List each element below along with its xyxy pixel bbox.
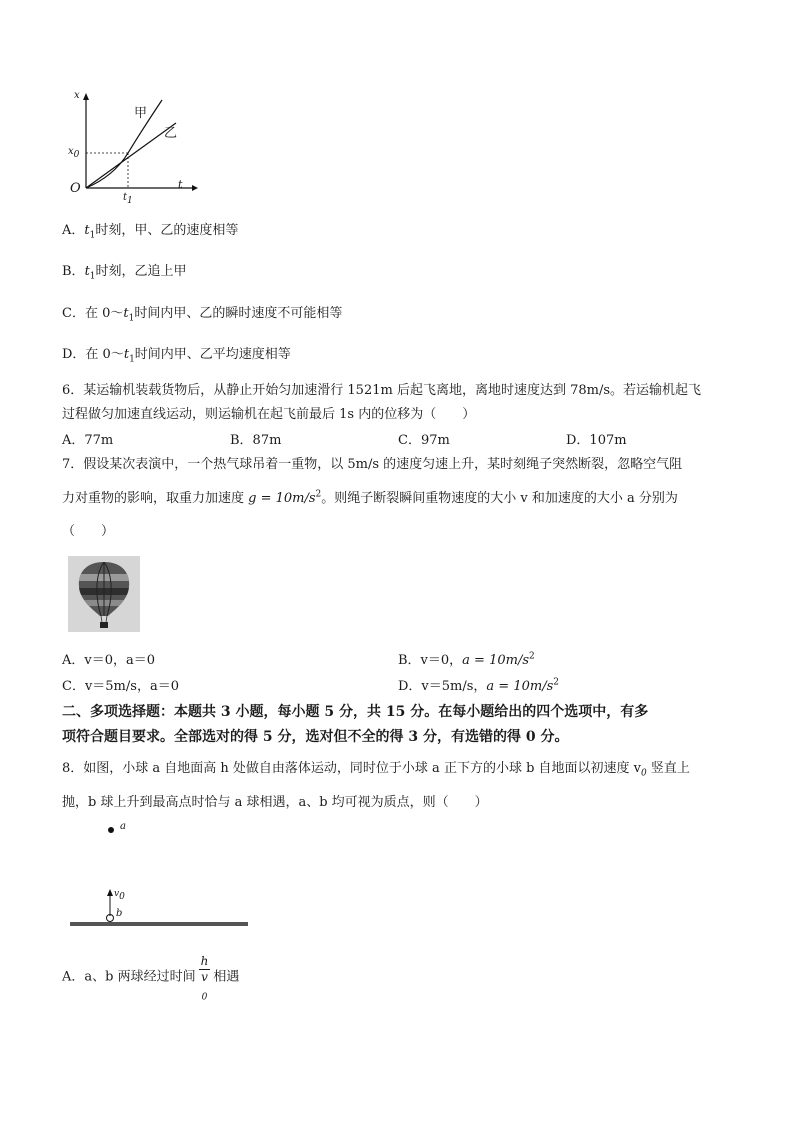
q5-option-c: C．在 $0\sim t_1$时间内甲、乙的瞬时速度不可能相等 bbox=[62, 306, 343, 324]
ground bbox=[70, 922, 248, 926]
q7-option-b: B．v＝0，$a = 10m/s^2$ bbox=[398, 651, 535, 668]
q7-option-d: D．v＝5m/s，$a = 10m/s^2$ bbox=[398, 677, 559, 694]
q7-option-a: A．v＝0，a＝0 bbox=[62, 653, 156, 668]
q7-stem-line1: 7．假设某次表演中，一个热气球吊着一重物，以 5m/s 的速度匀速上升，某时刻绳子突然断裂，忽略空气阻 bbox=[62, 457, 683, 472]
q6-stem-line1: 6．某运输机装载货物后，从静止开始匀加速滑行 1521m 后起飞离地，离地时速度达到 78m/s。若运输机起飞 bbox=[62, 383, 702, 398]
t1-label: $t_1$ bbox=[123, 192, 133, 206]
q6-option-a: A．77m bbox=[62, 433, 114, 448]
q8-stem-line1: 8．如图，小球 a 自地面高 h 处做自由落体运动，同时位于小球 a 正下方的小球 b 自地面以初速度 $v_0$ 竖直上 bbox=[62, 761, 690, 779]
q5-option-d: D．在 $0\sim t_1$时间内甲、乙平均速度相等 bbox=[62, 347, 291, 365]
q6-stem-line2: 过程做匀加速直线运动，则运输机在起飞前最后 1s 内的位移为（ ） bbox=[62, 407, 476, 422]
q6-option-b: B．87m bbox=[230, 433, 282, 448]
ball-a bbox=[108, 827, 114, 833]
q8-figure-svg bbox=[70, 822, 250, 930]
curve-yi bbox=[86, 123, 176, 188]
hot-air-balloon-svg bbox=[68, 556, 140, 632]
section2-heading-line2: 项符合题目要求。全部选对的得 5 分，选对但不全的得 3 分，有选错的得 0 分。 bbox=[62, 729, 569, 745]
hot-air-balloon-image bbox=[68, 556, 140, 632]
q8-figure bbox=[70, 822, 250, 930]
q6-option-d: D．107m bbox=[566, 433, 627, 448]
q7-stem-line2: 力对重物的影响，取重力加速度 $g = 10m/s^2$。则绳子断裂瞬间重物速度的大小 v 和加速度的大小 a 分别为 bbox=[62, 489, 678, 506]
curve-jia bbox=[86, 100, 162, 188]
q7-option-c: C．v＝5m/s，a＝0 bbox=[62, 679, 179, 694]
ball-b-label: b bbox=[116, 908, 123, 919]
xt-graph bbox=[62, 88, 202, 208]
q8-stem-line2: 抛，b 球上升到最高点时恰与 a 球相遇，a、b 均可视为质点，则（ ） bbox=[62, 795, 488, 810]
q7-stem-line3: （ ） bbox=[62, 524, 115, 539]
v0-arrow-head bbox=[107, 889, 113, 896]
x-axis-arrow bbox=[83, 93, 89, 100]
curve-yi-label: 乙 bbox=[164, 126, 178, 141]
t-axis-arrow bbox=[192, 185, 198, 191]
q5-option-a: A．$t_1$时刻，甲、乙的速度相等 bbox=[62, 223, 239, 241]
t-axis-label: t bbox=[178, 178, 183, 191]
x0-label: $x_0$ bbox=[68, 146, 80, 160]
fraction-h-over-v0: h v $_0$ bbox=[200, 954, 209, 1003]
q6-option-c: C．97m bbox=[398, 433, 450, 448]
ball-a-label: a bbox=[120, 821, 126, 832]
curve-jia-label: 甲 bbox=[134, 106, 148, 121]
x-axis-label: x bbox=[74, 90, 80, 101]
q8-option-a: A．a、b 两球经过时间 h v $_0$ 相遇 bbox=[62, 954, 240, 1003]
section2-heading-line1: 二、多项选择题：本题共 3 小题，每小题 5 分，共 15 分。在每小题给出的四个选项中，有多 bbox=[62, 704, 649, 720]
q5-option-b: B．$t_1$时刻，乙追上甲 bbox=[62, 264, 187, 282]
v0-label: $v_0$ bbox=[114, 889, 125, 902]
origin-label: O bbox=[70, 181, 81, 196]
